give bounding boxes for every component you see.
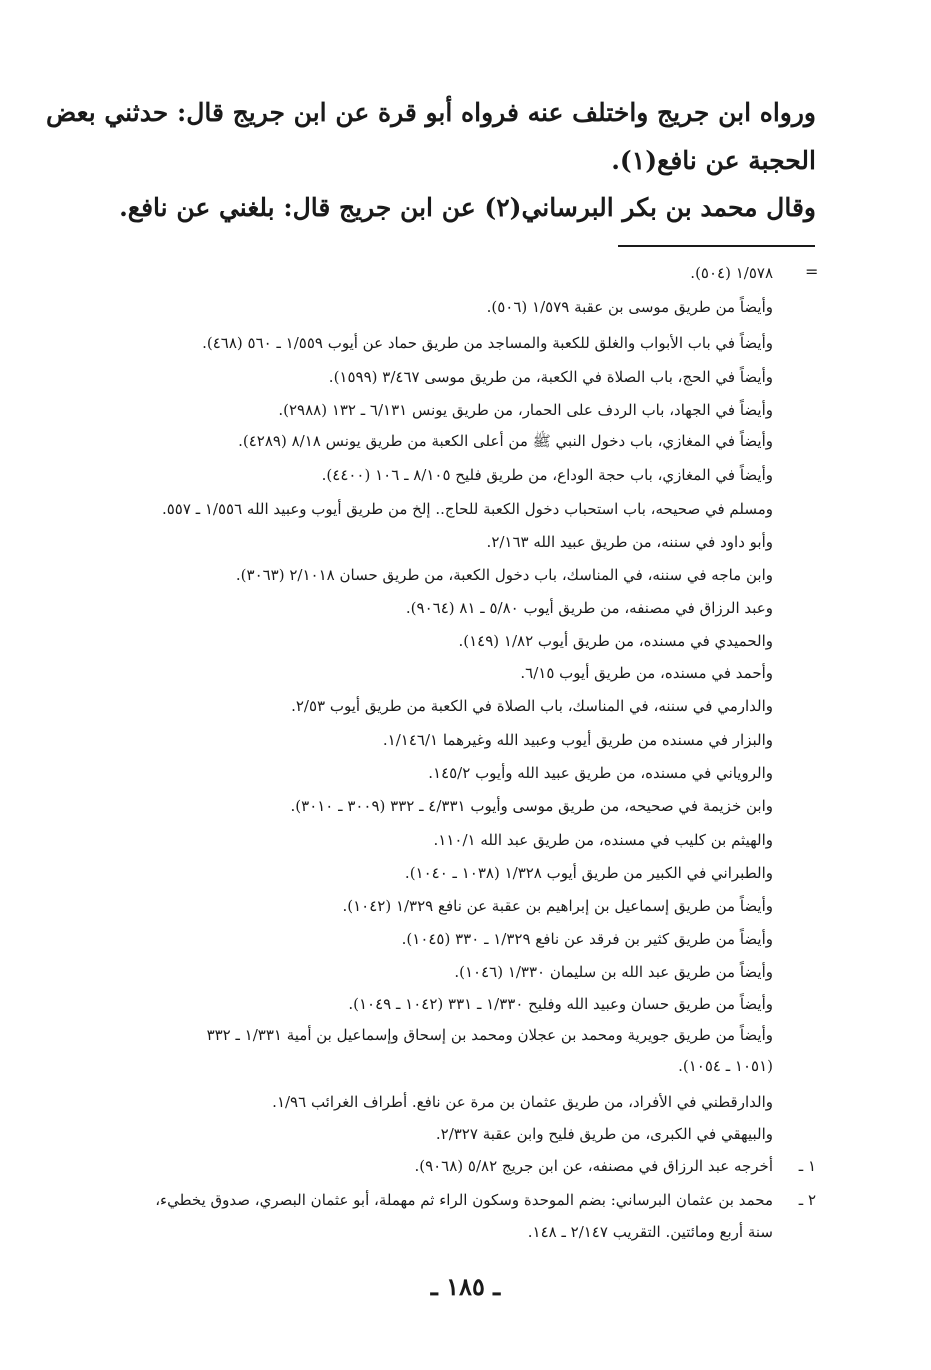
footnote-line: والطبراني في الكبير من طريق أيوب ١/٣٢٨ (١٠٣٨ ـ ١٠٤٠). (404, 864, 773, 882)
footnote-line: والدارقطني في الأفراد، من طريق عثمان بن مرة عن نافع. أطراف الغرائب ١/٩٦. (272, 1093, 773, 1111)
footnote-line: وأيضاً في الجهاد، باب الردف على الحمار، من طريق يونس ٦/١٣١ ـ ١٣٢ (٢٩٨٨). (278, 401, 773, 419)
footnote-line: وأيضاً من طريق حسان وعبيد الله وفليح ١/٣٣٠ ـ ٣٣١ (١٠٤٢ ـ ١٠٤٩). (348, 995, 773, 1013)
footnote-line: والبزار في مسنده من طريق أيوب وعبيد الله وغيرهما ١/١٤٦/١. (382, 731, 773, 749)
footnote-text: أخرجه عبد الرزاق في مصنفه، عن ابن جريج ٥/٨٢ (٩٠٦٨). (414, 1157, 773, 1175)
footnote-line: وأيضاً من طريق عبد الله بن سليمان ١/٣٣٠ (١٠٤٦). (454, 963, 773, 981)
footnote-separator (618, 245, 815, 247)
main-text-line: ورواه ابن جريج واختلف عنه فرواه أبو قرة عن ابن جريج قال: حدثني بعض (46, 98, 816, 127)
footnote-line: وأحمد في مسنده، من طريق أيوب ٦/١٥. (520, 664, 773, 682)
footnote-line: وأيضاً من طريق كثير بن فرقد عن نافع ١/٣٢٩ ـ ٣٣٠ (١٠٤٥). (401, 930, 773, 948)
main-text-line: الحجبة عن نافع(١). (611, 146, 816, 175)
footnote-line: (١٠٥١ ـ ١٠٥٤). (678, 1057, 773, 1075)
footnote-line: وأيضاً من طريق إسماعيل بن إبراهيم بن عقبة عن نافع ١/٣٢٩ (١٠٤٢). (342, 897, 773, 915)
footnote-line: ومسلم في صحيحه، باب استحباب دخول الكعبة للحاج.. إلخ من طريق أيوب وعبيد الله ١/٥٥٦ ـ ٥٥٧. (161, 500, 773, 518)
continuation-mark: = (805, 262, 819, 281)
footnote-line: وأيضاً في الحج، باب الصلاة في الكعبة، من طريق موسى ٣/٤٦٧ (١٥٩٩). (328, 368, 773, 386)
footnote-line: وابن ماجه في سننه، في المناسك، باب دخول الكعبة، من طريق حسان ٢/١٠١٨ (٣٠٦٣). (235, 566, 773, 584)
footnote-line: وأيضاً في باب الأبواب والغلق للكعبة والمساجد من طريق حماد عن أيوب ١/٥٥٩ ـ ٥٦٠ (٤٦٨). (202, 334, 773, 352)
footnote-line: والبيهقي في الكبرى، من طريق فليح وابن عقبة ٢/٣٢٧. (435, 1125, 773, 1143)
footnote-line: ١/٥٧٨ (٥٠٤). (690, 264, 773, 282)
footnote-text: سنة أربع ومائتين. التقريب ٢/١٤٧ ـ ١٤٨. (527, 1223, 773, 1241)
footnote-number: ٢ ـ (798, 1191, 816, 1209)
footnote-number: ١ ـ (798, 1157, 816, 1175)
footnote-line: والدارمي في سننه، في المناسك، باب الصلاة في الكعبة من طريق أيوب ٢/٥٣. (291, 697, 773, 715)
footnote-line: وأيضاً من طريق موسى بن عقبة ١/٥٧٩ (٥٠٦). (486, 298, 773, 316)
page-number: ـ ١٨٥ ـ (430, 1272, 501, 1301)
footnote-text: محمد بن عثمان البرساني: بضم الموحدة وسكون الراء ثم مهملة، أبو عثمان البصري، صدوق يخطيء، (155, 1191, 773, 1209)
footnote-line: وأيضاً في المغازي، باب حجة الوداع، من طريق فليح ٨/١٠٥ ـ ١٠٦ (٤٤٠٠). (321, 466, 773, 484)
footnote-line: والحميدي في مسنده، من طريق أيوب ١/٨٢ (١٤٩). (458, 632, 773, 650)
footnote-line: والهيثم بن كليب في مسنده، من طريق عبد الله ١١٠/١. (433, 831, 773, 849)
footnote-line: وابن خزيمة في صحيحه، من طريق موسى وأيوب ٤/٣٣١ ـ ٣٣٢ (٣٠٠٩ ـ ٣٠١٠). (290, 797, 773, 815)
footnote-line: وأيضاً في المغازي، باب دخول النبي ﷺ من أعلى الكعبة من طريق يونس ٨/١٨ (٤٢٨٩). (238, 432, 773, 450)
footnote-line: وعبد الرزاق في مصنفه، من طريق أيوب ٥/٨٠ ـ ٨١ (٩٠٦٤). (405, 599, 773, 617)
footnote-line: وأبو داود في سننه، من طريق عبيد الله ٢/١٦٣. (486, 533, 773, 551)
footnote-line: والروياني في مسنده، من طريق عبيد الله وأيوب ١٤٥/٢. (428, 764, 773, 782)
main-text-line: وقال محمد بن بكر البرساني(٢) عن ابن جريج قال: بلغني عن نافع. (119, 193, 816, 222)
footnote-line: وأيضاً من طريق جويرية ومحمد بن عجلان ومحمد بن إسحاق وإسماعيل بن أمية ١/٣٣١ ـ ٣٣٢ (206, 1026, 773, 1044)
